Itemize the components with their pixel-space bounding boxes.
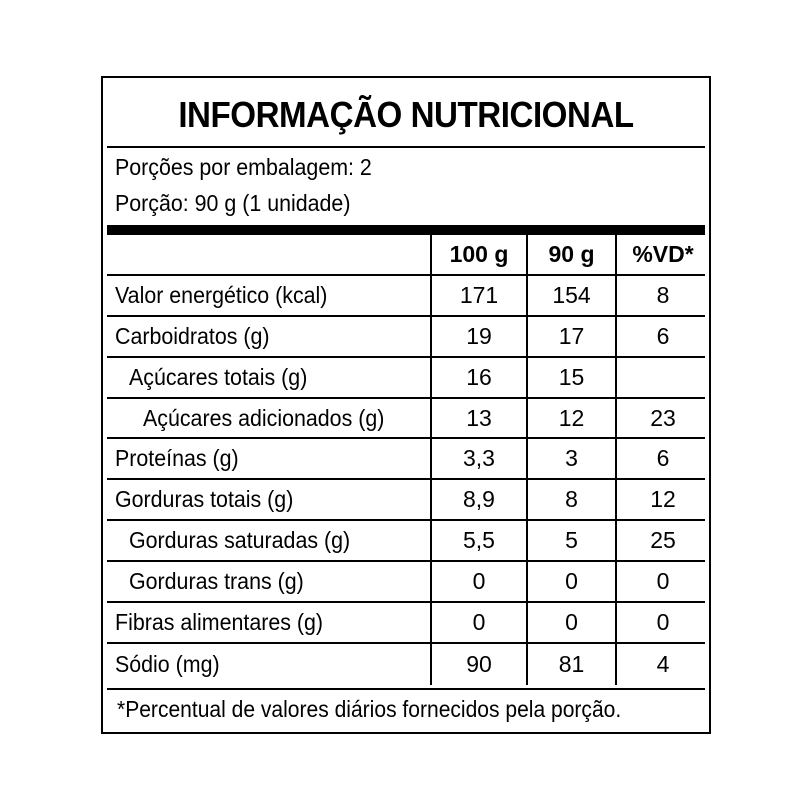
header-daily-value: %VD* — [615, 235, 709, 274]
table-row — [107, 439, 705, 480]
value-per-100g: 3,3 — [430, 439, 526, 478]
serving-size: Porção: 90 g (1 unidade) — [115, 190, 351, 216]
value-per-100g: 8,9 — [430, 480, 526, 519]
nutrient-name-text: Proteínas (g) — [115, 445, 239, 472]
nutrient-name-text: Gorduras saturadas (g) — [129, 527, 351, 554]
value-per-100g: 0 — [430, 603, 526, 642]
daily-value-percent: 4 — [615, 644, 709, 685]
daily-value-percent: 0 — [615, 562, 709, 601]
value-per-portion: 81 — [526, 644, 615, 685]
nutrient-name — [107, 603, 430, 642]
thick-divider — [107, 225, 705, 235]
header-per-100g: 100 g — [430, 235, 526, 274]
nutrient-name — [107, 521, 430, 560]
daily-value-percent: 12 — [615, 480, 709, 519]
footnote: *Percentual de valores diários fornecidos pela porção. — [117, 696, 622, 722]
daily-value-percent: 6 — [615, 439, 709, 478]
value-per-100g: 16 — [430, 358, 526, 397]
daily-value-percent: 6 — [615, 317, 709, 356]
table-row — [107, 480, 705, 521]
nutrient-name — [107, 276, 430, 315]
daily-value-percent — [615, 358, 709, 397]
table-row — [107, 521, 705, 562]
nutrient-name-text: Fibras alimentares (g) — [115, 608, 324, 635]
table-header-row — [107, 235, 705, 276]
value-per-portion: 5 — [526, 521, 615, 560]
table-row — [107, 603, 705, 644]
daily-value-percent: 25 — [615, 521, 709, 560]
title-divider — [107, 146, 705, 148]
value-per-portion: 0 — [526, 603, 615, 642]
value-per-portion: 8 — [526, 480, 615, 519]
nutrient-name-text: Açúcares adicionados (g) — [143, 404, 385, 431]
value-per-100g: 0 — [430, 562, 526, 601]
nutrient-name-text: Sódio (mg) — [115, 650, 220, 677]
table-row — [107, 358, 705, 399]
value-per-portion: 12 — [526, 399, 615, 438]
nutrient-name — [107, 358, 430, 397]
value-per-portion: 15 — [526, 358, 615, 397]
nutrient-name — [107, 399, 430, 438]
footer-divider — [107, 688, 705, 690]
daily-value-percent: 0 — [615, 603, 709, 642]
value-per-100g: 19 — [430, 317, 526, 356]
nutrition-facts-panel — [101, 76, 711, 734]
value-per-portion: 17 — [526, 317, 615, 356]
nutrition-table — [107, 235, 705, 685]
table-row — [107, 317, 705, 358]
nutrient-name-text: Gorduras trans (g) — [129, 568, 304, 595]
nutrient-name — [107, 562, 430, 601]
value-per-portion: 0 — [526, 562, 615, 601]
nutrient-name-text: Valor energético (kcal) — [115, 281, 328, 308]
daily-value-percent: 23 — [615, 399, 709, 438]
value-per-100g: 90 — [430, 644, 526, 685]
value-per-portion: 154 — [526, 276, 615, 315]
header-blank-cell — [107, 235, 430, 274]
label-title: INFORMAÇÃO NUTRICIONAL — [178, 94, 634, 135]
table-row — [107, 399, 705, 440]
value-per-100g: 5,5 — [430, 521, 526, 560]
nutrient-name-text: Carboidratos (g) — [115, 322, 270, 349]
table-row — [107, 562, 705, 603]
table-row — [107, 644, 705, 685]
value-per-100g: 13 — [430, 399, 526, 438]
nutrient-name — [107, 644, 430, 685]
nutrient-name — [107, 439, 430, 478]
value-per-100g: 171 — [430, 276, 526, 315]
servings-per-package: Porções por embalagem: 2 — [115, 154, 372, 180]
nutrient-name — [107, 317, 430, 356]
table-row — [107, 276, 705, 317]
daily-value-percent: 8 — [615, 276, 709, 315]
nutrient-name-text: Gorduras totais (g) — [115, 486, 294, 513]
value-per-portion: 3 — [526, 439, 615, 478]
nutrient-name-text: Açúcares totais (g) — [129, 363, 308, 390]
nutrient-name — [107, 480, 430, 519]
header-per-portion: 90 g — [526, 235, 615, 274]
